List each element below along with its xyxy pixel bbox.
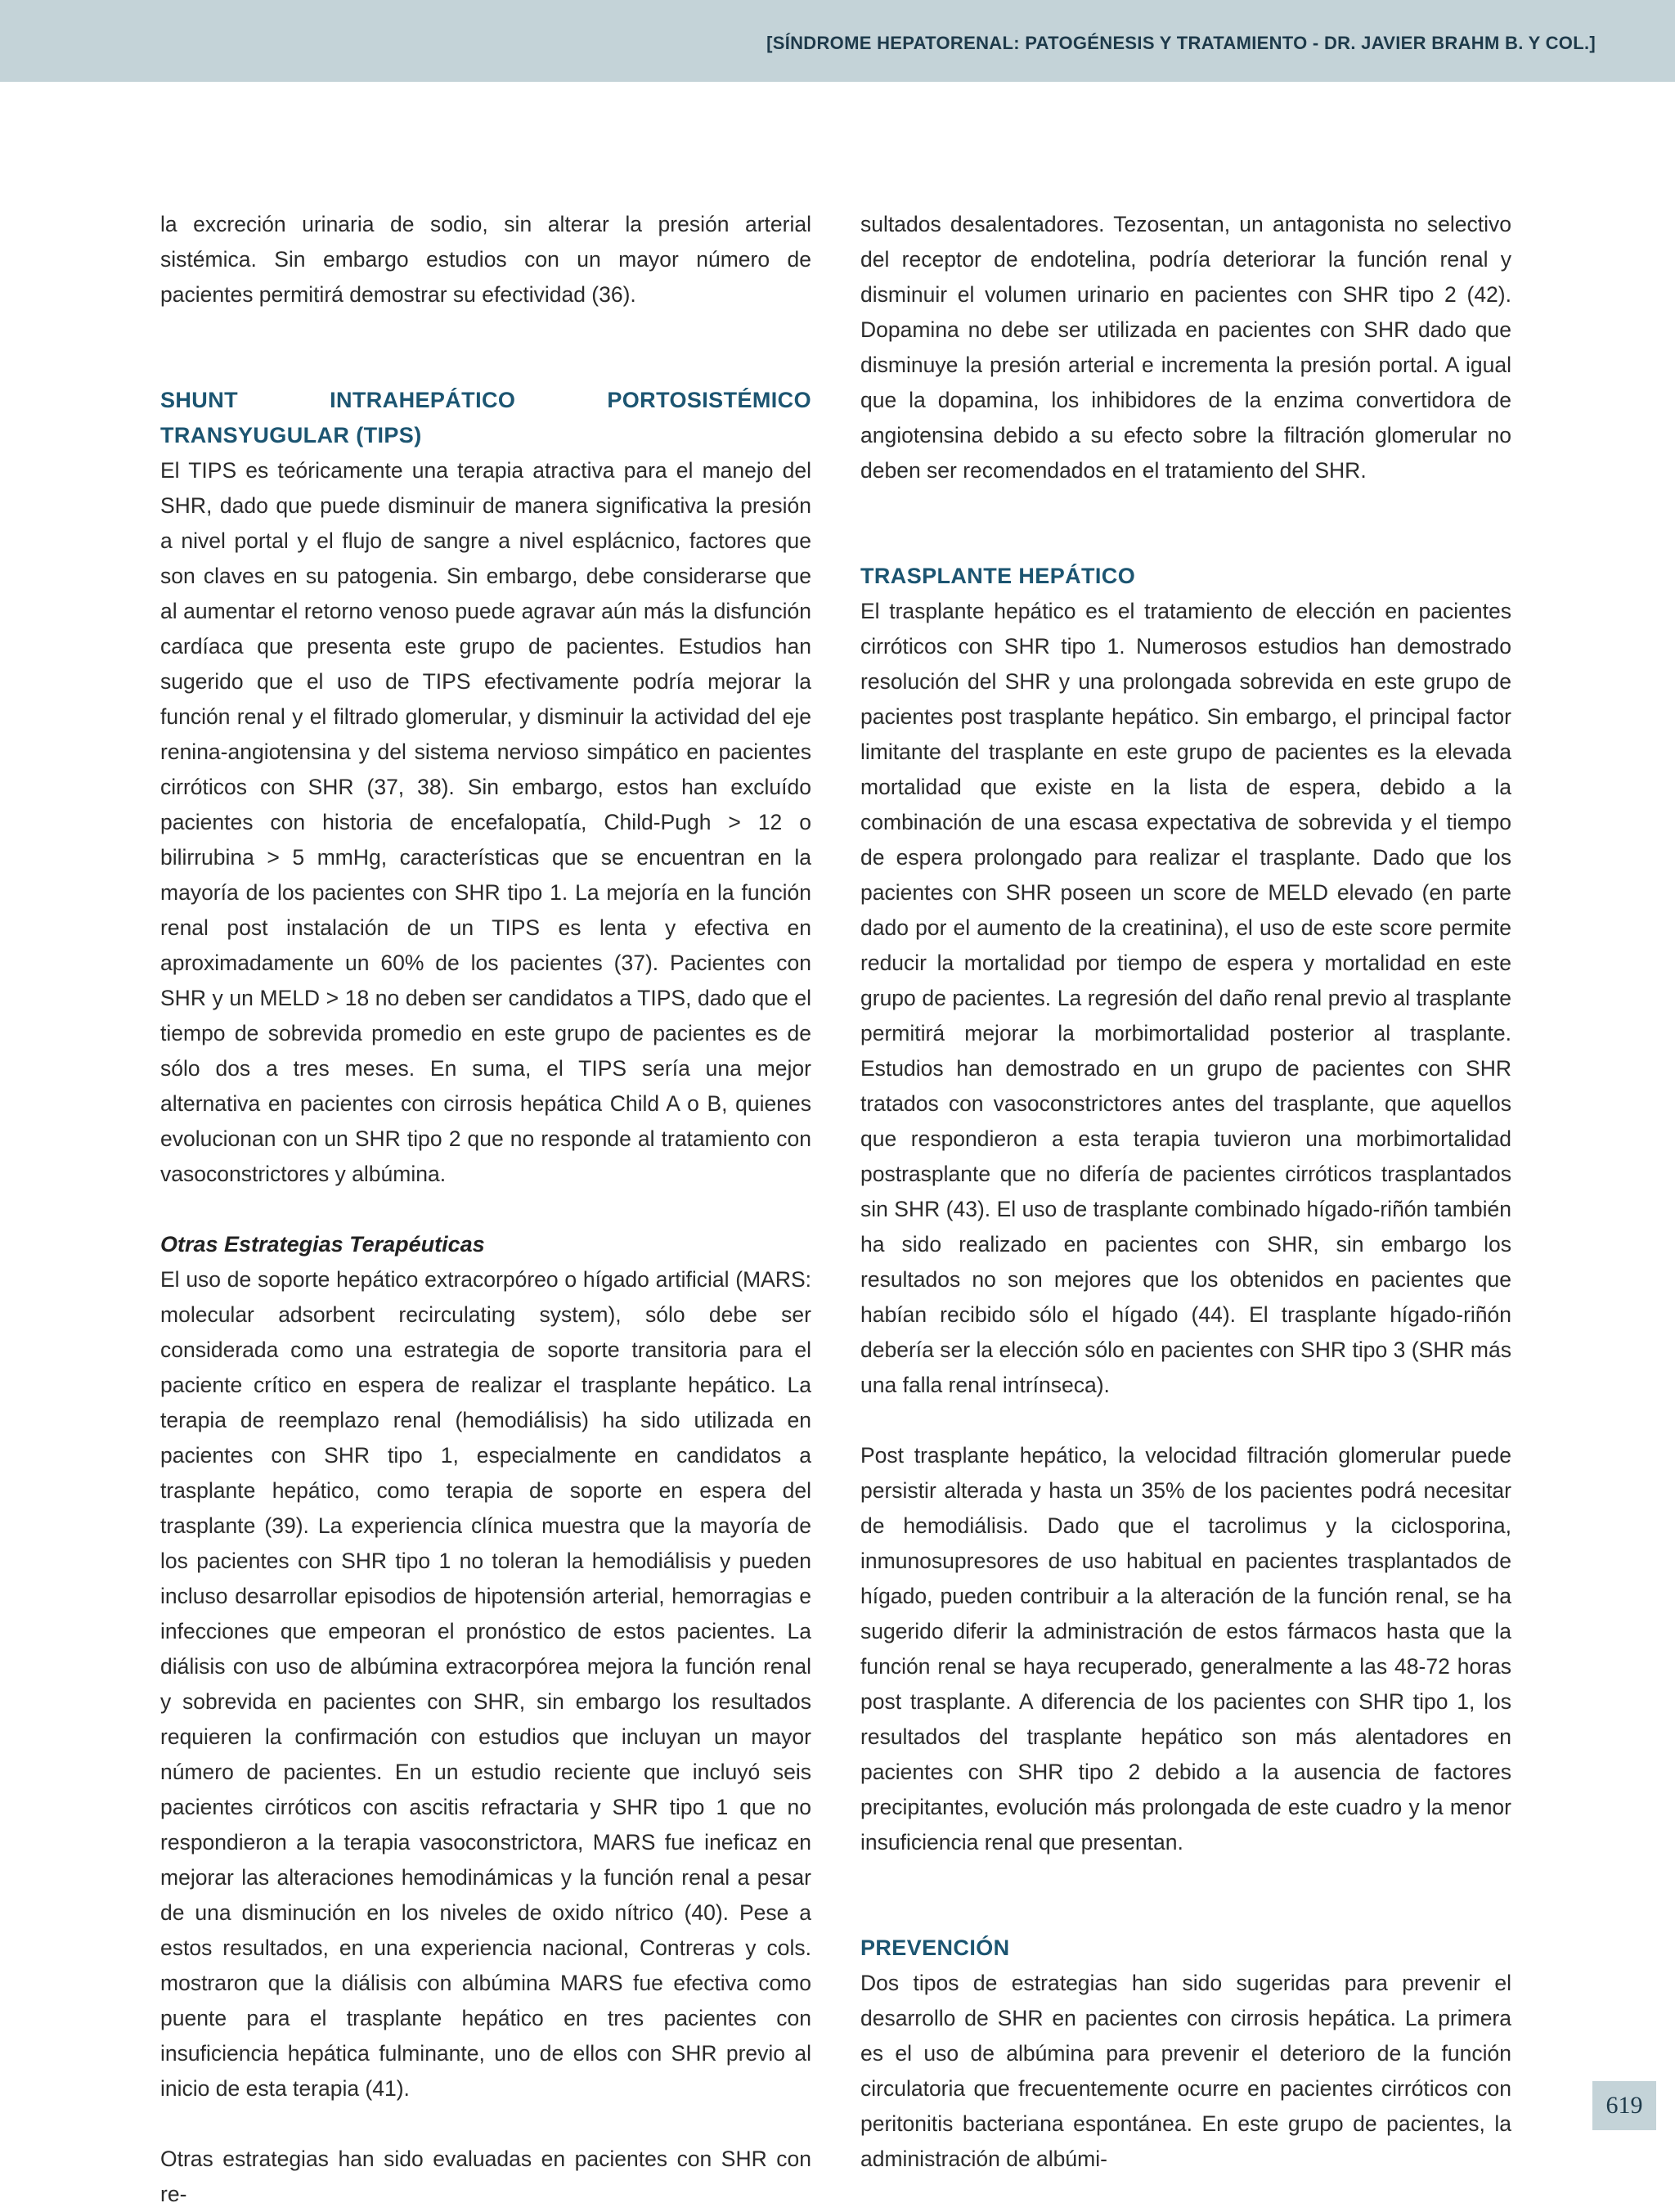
subsection-heading-otras: Otras Estrategias Terapéuticas <box>160 1232 485 1257</box>
paragraph-otras-2: Otras estrategias han sido evaluadas en pacientes con SHR con re- <box>160 2147 811 2206</box>
page-number-box <box>1592 2081 1656 2130</box>
spacer <box>860 488 1511 559</box>
section-heading-tips: SHUNT INTRAHEPÁTICO PORTOSISTÉMICO TRANSYUGULAR (TIPS) <box>160 388 811 447</box>
spacer <box>860 1403 1511 1438</box>
section-heading-prevencion: PREVENCIÓN <box>860 1936 1010 1960</box>
page-number: 619 <box>1605 2092 1643 2119</box>
paragraph-otras: El uso de soporte hepático extracorpóreo o hígado artificial (MARS: molecular adsorbent recirculating system), sólo debe ser considerada como una estrategia de soporte transitoria para el paciente crítico en espera de realizar el trasplante hepático. La terapia de reemplazo renal (hemodiálisis) ha sido utilizada en pacientes con SHR tipo 1, especialmente en candidatos a trasplante hepático, como terapia de soporte en espera del trasplante (39). La experiencia clínica muestra que la mayoría de los pacientes con SHR tipo 1 no toleran la hemodiálisis y pueden incluso desarrollar episodios de hipotensión arterial, hemorragias e infecciones que empeoran el pronóstico de estos pacientes. La diálisis con uso de albúmina extracorpórea mejora la función renal y sobrevida en pacientes con SHR, sin embargo los resultados requieren la confirmación con estudios que incluyan un mayor número de pacientes. En un estudio reciente que incluyó seis pacientes cirróticos con ascitis refractaria y SHR tipo 1 que no respondieron a la terapia vasoconstrictora, MARS fue ineficaz en mejorar las alteraciones hemodinámicas y la función renal a pesar de una disminución en los niveles de oxido nítrico (40). Pese a estos resultados, en una experiencia nacional, Contreras y cols. mostraron que la diálisis con albúmina MARS fue efectiva como puente para el trasplante hepático en tres pacientes con insuficiencia hepática fulminante, uno de ellos con SHR previo al inicio de esta terapia (41). <box>160 1267 811 2101</box>
section-heading-trasplante: TRASPLANTE HEPÁTICO <box>860 564 1136 588</box>
right-column <box>860 207 1511 2177</box>
spacer <box>160 312 811 383</box>
spacer <box>160 2106 811 2142</box>
spacer <box>160 1192 811 1227</box>
left-column <box>160 207 811 2212</box>
paragraph-post-trasplante: Post trasplante hepático, la velocidad filtración glomerular puede persistir alterada y hasta un 35% de los pacientes podrá necesitar de hemodiálisis. Dado que el tacrolimus y la ciclosporina, inmunosupresores de uso habitual en pacientes trasplantados de hígado, pueden contribuir a la alteración de la función renal, se ha sugerido diferir la administración de estos fármacos hasta que la función renal se haya recuperado, generalmente a las 48-72 horas post trasplante. A diferencia de los pacientes con SHR tipo 1, los resultados del trasplante hepático son más alentadores en pacientes con SHR tipo 2 debido a la ausencia de factores precipitantes, evolución más prolongada de este cuadro y la menor insuficiencia renal que presentan. <box>860 1443 1511 1855</box>
paragraph-tips: El TIPS es teóricamente una terapia atractiva para el manejo del SHR, dado que puede disminuir de manera significativa la presión a nivel portal y el flujo de sangre a nivel esplácnico, factores que son claves en su patogenia. Sin embargo, debe considerarse que al aumentar el retorno venoso puede agravar aún más la disfunción cardíaca que presenta este grupo de pacientes. Estudios han sugerido que el uso de TIPS efectivamente podría mejorar la función renal y el filtrado glomerular, y disminuir la actividad del eje renina-angiotensina y del sistema nervioso simpático en pacientes cirróticos con SHR (37, 38). Sin embargo, estos han excluído pacientes con historia de encefalopatía, Child-Pugh > 12 o bilirrubina > 5 mmHg, características que se encuentran en la mayoría de los pacientes con SHR tipo 1. La mejoría en la función renal post instalación de un TIPS es lenta y efectiva en aproximadamente un 60% de los pacientes (37). Pacientes con SHR y un MELD > 18 no deben ser candidatos a TIPS, dado que el tiempo de sobrevida promedio en este grupo de pacientes es de sólo dos a tres meses. En suma, el TIPS sería una mejor alternativa en pacientes con cirrosis hepática Child A o B, quienes evolucionan con un SHR tipo 2 que no responde al tratamiento con vasoconstrictores y albúmina. <box>160 458 811 1186</box>
paragraph-intro: la excreción urinaria de sodio, sin alterar la presión arterial sistémica. Sin embargo estudios con un mayor número de pacientes permitirá demostrar su efectividad (36). <box>160 212 811 307</box>
header-band <box>0 0 1675 82</box>
paragraph-trasplante: El trasplante hepático es el tratamiento de elección en pacientes cirróticos con SHR tipo 1. Numerosos estudios han demostrado resolución del SHR y una prolongada sobrevida en este grupo de pacientes post trasplante hepático. Sin embargo, el principal factor limitante del trasplante en este grupo de pacientes es la elevada mortalidad que existe en la lista de espera, debido a la combinación de una escasa expectativa de sobrevida y el tiempo de espera prolongado para realizar el trasplante. Dado que los pacientes con SHR poseen un score de MELD elevado (en parte dado por el aumento de la creatinina), el uso de este score permite reducir la mortalidad por tiempo de espera y mortalidad en este grupo de pacientes. La regresión del daño renal previo al trasplante permitirá mejorar la morbimortalidad posterior al trasplante. Estudios han demostrado en un grupo de pacientes con SHR tratados con vasoconstrictores antes del trasplante, que aquellos que respondieron a esta terapia tuvieron una morbimortalidad postrasplante que no difería de pacientes cirróticos trasplantados sin SHR (43). El uso de trasplante combinado hígado-riñón también ha sido realizado en pacientes con SHR, sin embargo los resultados no son mejores que los obtenidos en pacientes que habían recibido sólo el hígado (44). El trasplante hígado-riñón debería ser la elección sólo en pacientes con SHR tipo 3 (SHR más una falla renal intrínseca). <box>860 599 1511 1397</box>
running-head: [SÍNDROME HEPATORENAL: PATOGÉNESIS Y TRATAMIENTO - DR. JAVIER BRAHM B. Y COL.] <box>766 33 1596 53</box>
spacer <box>860 1860 1511 1931</box>
paragraph-prevencion: Dos tipos de estrategias han sido sugeridas para prevenir el desarrollo de SHR en pacientes con cirrosis hepática. La primera es el uso de albúmina para prevenir el deterioro de la función circulatoria que frecuentemente ocurre en pacientes cirróticos con peritonitis bacteriana espontánea. En este grupo de pacientes, la administración de albúmi- <box>860 1971 1511 2171</box>
paragraph-continuation: sultados desalentadores. Tezosentan, un antagonista no selectivo del receptor de endotelina, podría deteriorar la función renal y disminuir el volumen urinario en pacientes con SHR tipo 2 (42). Dopamina no debe ser utilizada en pacientes con SHR dado que disminuye la presión arterial e incrementa la presión portal. A igual que la dopamina, los inhibidores de la enzima convertidora de angiotensina debido a su efecto sobre la filtración glomerular no deben ser recomendados en el tratamiento del SHR. <box>860 212 1511 483</box>
